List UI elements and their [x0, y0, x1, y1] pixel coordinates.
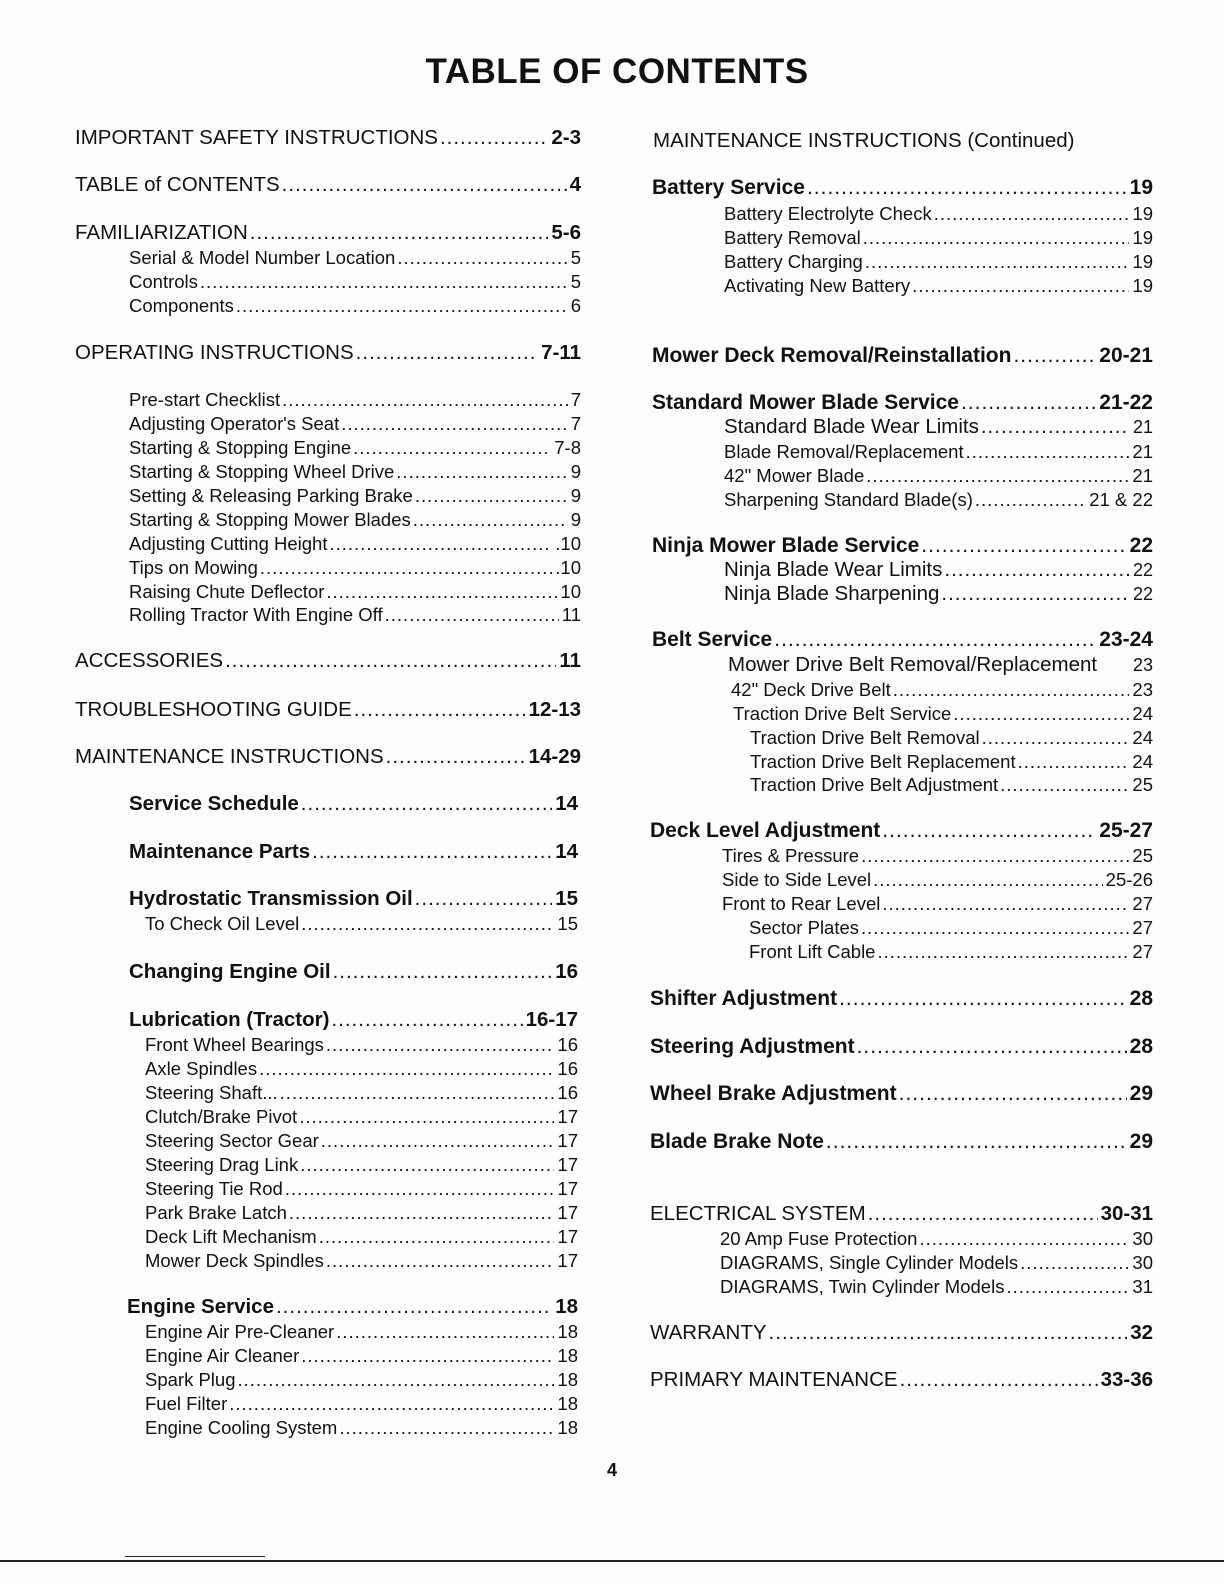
toc-label: Fuel Filter	[145, 1393, 228, 1414]
toc-label: Tips on Mowing	[129, 557, 258, 578]
toc-entry-front-lift-cable[interactable]	[749, 941, 1153, 962]
toc-entry-sector-plates[interactable]	[749, 917, 1153, 938]
toc-page: 19	[1129, 176, 1153, 199]
toc-page: 14-29	[528, 745, 581, 768]
toc-label: Steering Drag Link	[145, 1154, 299, 1175]
toc-label: Starting & Stopping Engine	[129, 437, 352, 458]
toc-entry-components[interactable]	[129, 295, 581, 316]
toc-entry-shifter-adjustment[interactable]	[650, 987, 1153, 1011]
toc-page: 28	[1129, 987, 1153, 1010]
toc-label: MAINTENANCE INSTRUCTIONS	[75, 745, 384, 768]
toc-label: Steering Shaft...	[145, 1082, 278, 1103]
toc-label: Blade Brake Note	[650, 1130, 824, 1153]
toc-entry-prestart-checklist[interactable]	[129, 389, 581, 410]
bottom-rule	[0, 1560, 1224, 1562]
toc-label: Raising Chute Deflector	[129, 581, 325, 602]
toc-entry-standard-wear-limits[interactable]	[724, 415, 1153, 439]
toc-entry-battery-service[interactable]	[652, 176, 1153, 200]
toc-label: Deck Lift Mechanism	[145, 1226, 317, 1247]
toc-page: 19	[1132, 275, 1153, 296]
toc-entry-electrolyte-check[interactable]	[724, 203, 1153, 224]
toc-entry-tires-pressure[interactable]	[722, 845, 1153, 866]
toc-entry-axle-spindles[interactable]	[145, 1058, 578, 1079]
toc-label: To Check Oil Level	[145, 913, 300, 934]
toc-label: Spark Plug	[145, 1369, 236, 1390]
toc-label: Steering Adjustment	[650, 1035, 855, 1058]
toc-label: DIAGRAMS, Single Cylinder Models	[720, 1252, 1019, 1273]
page-number: 4	[606, 1460, 617, 1480]
toc-label: Setting & Releasing Parking Brake	[129, 485, 413, 506]
toc-label: Controls	[129, 271, 198, 292]
toc-page: 32	[1130, 1321, 1153, 1344]
toc-label: Sharpening Standard Blade(s)	[724, 489, 973, 510]
toc-label: OPERATING INSTRUCTIONS	[75, 341, 354, 364]
toc-page: 5	[570, 271, 581, 292]
toc-entry-steering-shaft[interactable]	[145, 1082, 578, 1103]
toc-page: 15	[555, 887, 578, 910]
toc-page: .10	[555, 557, 581, 578]
toc-label: Engine Cooling System	[145, 1417, 338, 1438]
toc-page: 10	[560, 581, 581, 602]
toc-label: FAMILIARIZATION	[75, 221, 248, 244]
toc-page: 30	[1132, 1252, 1153, 1273]
toc-entry-electrical-system[interactable]	[650, 1202, 1153, 1226]
toc-page: 21	[1132, 441, 1153, 462]
toc-label: Mower Drive Belt Removal/Replacement	[728, 653, 1098, 676]
toc-page: 30	[1132, 1228, 1153, 1249]
toc-label: Mower Deck Removal/Reinstallation	[652, 344, 1012, 367]
toc-label: Steering Tie Rod	[145, 1178, 283, 1199]
toc-page: 28	[1129, 1035, 1153, 1058]
toc-entry-air-pre-cleaner[interactable]	[145, 1321, 578, 1342]
toc-page: 18	[557, 1345, 578, 1366]
toc-entry-starting-engine[interactable]	[129, 437, 581, 458]
toc-label: Serial & Model Number Location	[129, 247, 396, 268]
toc-label: Rolling Tractor With Engine Off	[129, 604, 383, 625]
toc-page: 7-11	[541, 341, 581, 364]
toc-label: Starting & Stopping Mower Blades	[129, 509, 411, 530]
toc-page: 11	[559, 649, 581, 672]
toc-entry-traction-belt-removal[interactable]	[750, 727, 1153, 748]
toc-entry-accessories[interactable]	[75, 649, 581, 673]
toc-entry-cutting-height[interactable]	[129, 533, 581, 554]
toc-label: PRIMARY MAINTENANCE	[650, 1368, 898, 1391]
toc-label: Engine Air Cleaner	[145, 1345, 300, 1366]
toc-page: 16	[557, 1082, 578, 1103]
toc-entry-maintenance-instructions[interactable]	[75, 745, 581, 769]
toc-label: Lubrication (Tractor)	[129, 1008, 330, 1031]
toc-entry-battery-removal[interactable]	[724, 227, 1153, 248]
toc-entry-42-mower-blade[interactable]	[724, 465, 1153, 486]
toc-label: Deck Level Adjustment	[650, 819, 881, 842]
toc-entry-controls[interactable]	[129, 271, 581, 292]
toc-page: 29	[1129, 1130, 1153, 1153]
toc-entry-service-schedule[interactable]	[129, 792, 578, 816]
toc-page: 11	[561, 604, 581, 625]
toc-label: Hydrostatic Transmission Oil	[129, 887, 413, 910]
toc-entry-changing-engine-oil[interactable]	[129, 960, 578, 984]
toc-entry-ninja-wear-limits[interactable]	[724, 558, 1153, 582]
toc-label: Components	[129, 295, 234, 316]
toc-label: Engine Air Pre-Cleaner	[145, 1321, 335, 1342]
toc-page: 17	[557, 1202, 578, 1223]
toc-label: Traction Drive Belt Adjustment	[750, 774, 999, 795]
toc-page: 33-36	[1100, 1368, 1153, 1391]
toc-label: Ninja Mower Blade Service	[652, 534, 920, 557]
toc-label: Battery Removal	[724, 227, 861, 248]
toc-label: TABLE of CONTENTS	[75, 173, 280, 196]
toc-page: 22	[1132, 584, 1153, 604]
toc-entry-spark-plug[interactable]	[145, 1369, 578, 1390]
toc-label: Adjusting Operator's Seat	[129, 413, 340, 434]
toc-entry-side-to-side-level[interactable]	[722, 869, 1153, 890]
toc-label: Wheel Brake Adjustment	[650, 1082, 897, 1105]
toc-entry-hydrostatic-oil[interactable]	[129, 887, 578, 911]
toc-entry-warranty[interactable]	[650, 1321, 1153, 1345]
toc-label: ELECTRICAL SYSTEM	[650, 1202, 866, 1225]
toc-label: Activating New Battery	[724, 275, 911, 296]
toc-page: 19	[1132, 227, 1153, 248]
toc-page: 17	[557, 1154, 578, 1175]
toc-page: 14	[555, 840, 578, 863]
toc-page: 21	[1132, 417, 1153, 437]
toc-label: Service Schedule	[129, 792, 299, 815]
toc-label: Front Wheel Bearings	[145, 1034, 324, 1055]
toc-label: Adjusting Cutting Height	[129, 533, 328, 554]
toc-page: 18	[557, 1369, 578, 1390]
toc-label: Ninja Blade Sharpening	[724, 582, 940, 605]
toc-label: Traction Drive Belt Replacement	[750, 751, 1016, 772]
toc-page: 9	[570, 509, 581, 530]
toc-page: 16	[555, 960, 578, 983]
toc-label: Belt Service	[652, 628, 773, 651]
toc-page: 16	[557, 1058, 578, 1079]
toc-entry-table-of-contents[interactable]	[75, 173, 581, 197]
toc-entry-parking-brake[interactable]	[129, 485, 581, 506]
toc-label: Traction Drive Belt Removal	[750, 727, 980, 748]
toc-page: 24	[1132, 727, 1153, 748]
toc-page: 23	[1132, 655, 1153, 675]
toc-label: Sector Plates	[749, 917, 860, 938]
toc-page: 18	[557, 1417, 578, 1438]
toc-entry-engine-service[interactable]	[127, 1295, 578, 1319]
toc-label: Side to Side Level	[722, 869, 872, 890]
toc-label-suffix: (Continued)	[961, 129, 1075, 152]
toc-page: 25	[1132, 774, 1153, 795]
toc-page: 17	[557, 1178, 578, 1199]
toc-page: 2-3	[551, 126, 581, 149]
toc-entry-check-oil-level[interactable]	[145, 913, 578, 934]
toc-label: MAINTENANCE INSTRUCTIONS	[653, 129, 962, 152]
toc-label: Axle Spindles	[145, 1058, 258, 1079]
toc-page: 5	[570, 247, 581, 268]
toc-entry-steering-tie-rod[interactable]	[145, 1178, 578, 1199]
toc-page: 20-21	[1099, 344, 1153, 367]
toc-page: 24	[1132, 703, 1153, 724]
toc-label: IMPORTANT SAFETY INSTRUCTIONS	[75, 126, 438, 149]
toc-page: 18	[557, 1321, 578, 1342]
toc-label: DIAGRAMS, Twin Cylinder Models	[720, 1276, 1005, 1297]
toc-page: 7	[570, 389, 581, 410]
toc-page: 6	[570, 295, 581, 316]
toc-label: Mower Deck Spindles	[145, 1250, 324, 1271]
toc-entry-mower-deck-removal[interactable]	[652, 344, 1153, 368]
toc-label: Engine Service	[127, 1295, 274, 1318]
toc-page: 25-27	[1099, 819, 1153, 842]
toc-label: Clutch/Brake Pivot	[145, 1106, 298, 1127]
toc-entry-diagrams-single[interactable]	[720, 1252, 1153, 1273]
toc-page: 9	[570, 485, 581, 506]
toc-entry-standard-blade-service[interactable]	[652, 391, 1153, 415]
toc-entry-maintenance-parts[interactable]	[129, 840, 578, 864]
toc-page: 14	[555, 792, 578, 815]
toc-label: Starting & Stopping Wheel Drive	[129, 461, 395, 482]
toc-entry-operators-seat[interactable]	[129, 413, 581, 434]
toc-page: 7-8	[554, 437, 581, 458]
toc-entry-deck-level-adjustment[interactable]	[650, 819, 1153, 843]
toc-label: ACCESSORIES	[75, 649, 224, 672]
toc-page: 18	[555, 1295, 578, 1318]
toc-page: 18	[557, 1393, 578, 1414]
toc-entry-steering-sector-gear[interactable]	[145, 1130, 578, 1151]
toc-label: Battery Electrolyte Check	[724, 203, 932, 224]
toc-entry-tips-on-mowing[interactable]	[129, 557, 581, 578]
toc-page: 25	[1132, 845, 1153, 866]
toc-page: 16-17	[525, 1008, 578, 1031]
toc-entry-rolling-tractor[interactable]	[129, 604, 581, 625]
toc-entry-fuel-filter[interactable]	[145, 1393, 578, 1414]
toc-label: Tires & Pressure	[722, 845, 860, 866]
toc-label: Pre-start Checklist	[129, 389, 281, 410]
toc-entry-belt-service[interactable]	[652, 628, 1153, 652]
toc-entry-wheel-brake-adjustment[interactable]	[650, 1082, 1153, 1106]
toc-page: 24	[1132, 751, 1153, 772]
toc-label: Standard Blade Wear Limits	[724, 415, 979, 438]
toc-entry-ninja-sharpening[interactable]	[724, 582, 1153, 606]
toc-page: 7	[570, 413, 581, 434]
toc-page: 22	[1129, 534, 1153, 557]
toc-entry-air-cleaner[interactable]	[145, 1345, 578, 1366]
toc-page: 27	[1132, 893, 1153, 914]
toc-page: 15	[557, 913, 578, 934]
toc-label: Battery Service	[652, 176, 805, 199]
toc-entry-steering-drag-link[interactable]	[145, 1154, 578, 1175]
toc-entry-diagrams-twin[interactable]	[720, 1276, 1153, 1297]
toc-label: 42" Deck Drive Belt	[731, 679, 891, 700]
toc-entry-safety-instructions[interactable]	[75, 126, 581, 150]
toc-label: Ninja Blade Wear Limits	[724, 558, 943, 581]
toc-entry-maintenance-continued[interactable]	[653, 129, 1153, 153]
toc-entry-clutch-brake-pivot[interactable]	[145, 1106, 578, 1127]
toc-entry-steering-adjustment[interactable]	[650, 1035, 1153, 1059]
toc-page: .10	[555, 533, 581, 554]
toc-entry-sharpening-standard[interactable]	[724, 489, 1153, 510]
toc-label: Maintenance Parts	[129, 840, 311, 863]
toc-page: 23	[1132, 679, 1153, 700]
toc-entry-mower-blades[interactable]	[129, 509, 581, 530]
toc-entry-activating-battery[interactable]	[724, 275, 1153, 296]
toc-entry-mower-drive-belt[interactable]	[728, 653, 1153, 677]
toc-label: WARRANTY	[650, 1321, 767, 1344]
toc-entry-ninja-blade-service[interactable]	[652, 534, 1153, 558]
toc-entry-park-brake-latch[interactable]	[145, 1202, 578, 1223]
toc-page: 17	[557, 1106, 578, 1127]
toc-page: 30-31	[1100, 1202, 1153, 1225]
toc-page: 31	[1132, 1276, 1153, 1297]
toc-page: 16	[557, 1034, 578, 1055]
toc-page: 27	[1132, 941, 1153, 962]
toc-entry-chute-deflector[interactable]	[129, 581, 581, 602]
toc-entry-front-wheel-bearings[interactable]	[145, 1034, 578, 1055]
toc-label: Traction Drive Belt Service	[733, 703, 952, 724]
toc-page: 19	[1132, 251, 1153, 272]
toc-entry-familiarization[interactable]	[75, 221, 581, 245]
toc-entry-battery-charging[interactable]	[724, 251, 1153, 272]
toc-page: 17	[557, 1226, 578, 1247]
page-title: TABLE OF CONTENTS	[425, 52, 809, 91]
toc-label: Front to Rear Level	[722, 893, 881, 914]
toc-entry-42-deck-drive-belt[interactable]	[731, 679, 1153, 700]
toc-label: Steering Sector Gear	[145, 1130, 319, 1151]
toc-entry-blade-brake-note[interactable]	[650, 1130, 1153, 1154]
toc-label: Changing Engine Oil	[129, 960, 331, 983]
toc-entry-traction-belt-replacement[interactable]	[750, 751, 1153, 772]
toc-page: 9	[570, 461, 581, 482]
toc-label: Standard Mower Blade Service	[652, 391, 959, 414]
toc-page: 21-22	[1099, 391, 1153, 414]
toc-label: Battery Charging	[724, 251, 863, 272]
toc-page: 4	[569, 173, 581, 196]
toc-entry-deck-lift-mechanism[interactable]	[145, 1226, 578, 1247]
toc-entry-traction-belt-adjustment[interactable]	[750, 774, 1153, 795]
toc-page: 23-24	[1099, 628, 1153, 651]
toc-page: 12-13	[528, 698, 581, 721]
toc-page: 22	[1132, 560, 1153, 580]
toc-page: 5-6	[551, 221, 581, 244]
toc-entry-traction-belt-service[interactable]	[733, 703, 1153, 724]
toc-page: 25-26	[1105, 869, 1153, 890]
toc-label: Blade Removal/Replacement	[724, 441, 964, 462]
toc-entry-cooling-system[interactable]	[145, 1417, 578, 1438]
toc-page: 27	[1132, 917, 1153, 938]
toc-label: 20 Amp Fuse Protection	[720, 1228, 918, 1249]
toc-entry-lubrication[interactable]	[129, 1008, 578, 1032]
toc-entry-troubleshooting[interactable]	[75, 698, 581, 722]
toc-entry-serial-model[interactable]	[129, 247, 581, 268]
toc-page: 21	[1132, 465, 1153, 486]
toc-entry-primary-maintenance[interactable]	[650, 1368, 1153, 1392]
toc-entry-front-to-rear-level[interactable]	[722, 893, 1153, 914]
toc-entry-wheel-drive[interactable]	[129, 461, 581, 482]
toc-entry-operating-instructions[interactable]	[75, 341, 581, 365]
bottom-rule-short	[125, 1556, 265, 1557]
toc-page: 29	[1129, 1082, 1153, 1105]
toc-entry-fuse-protection[interactable]	[720, 1228, 1153, 1249]
toc-page: 17	[557, 1250, 578, 1271]
toc-label: Park Brake Latch	[145, 1202, 287, 1223]
toc-page: 19	[1132, 203, 1153, 224]
toc-label: Front Lift Cable	[749, 941, 876, 962]
toc-label: Shifter Adjustment	[650, 987, 838, 1010]
toc-entry-blade-removal[interactable]	[724, 441, 1153, 462]
toc-entry-mower-deck-spindles[interactable]	[145, 1250, 578, 1271]
toc-page: 21 & 22	[1089, 489, 1153, 510]
toc-label: 42" Mower Blade	[724, 465, 865, 486]
toc-page: 17	[557, 1130, 578, 1151]
toc-label: TROUBLESHOOTING GUIDE	[75, 698, 352, 721]
